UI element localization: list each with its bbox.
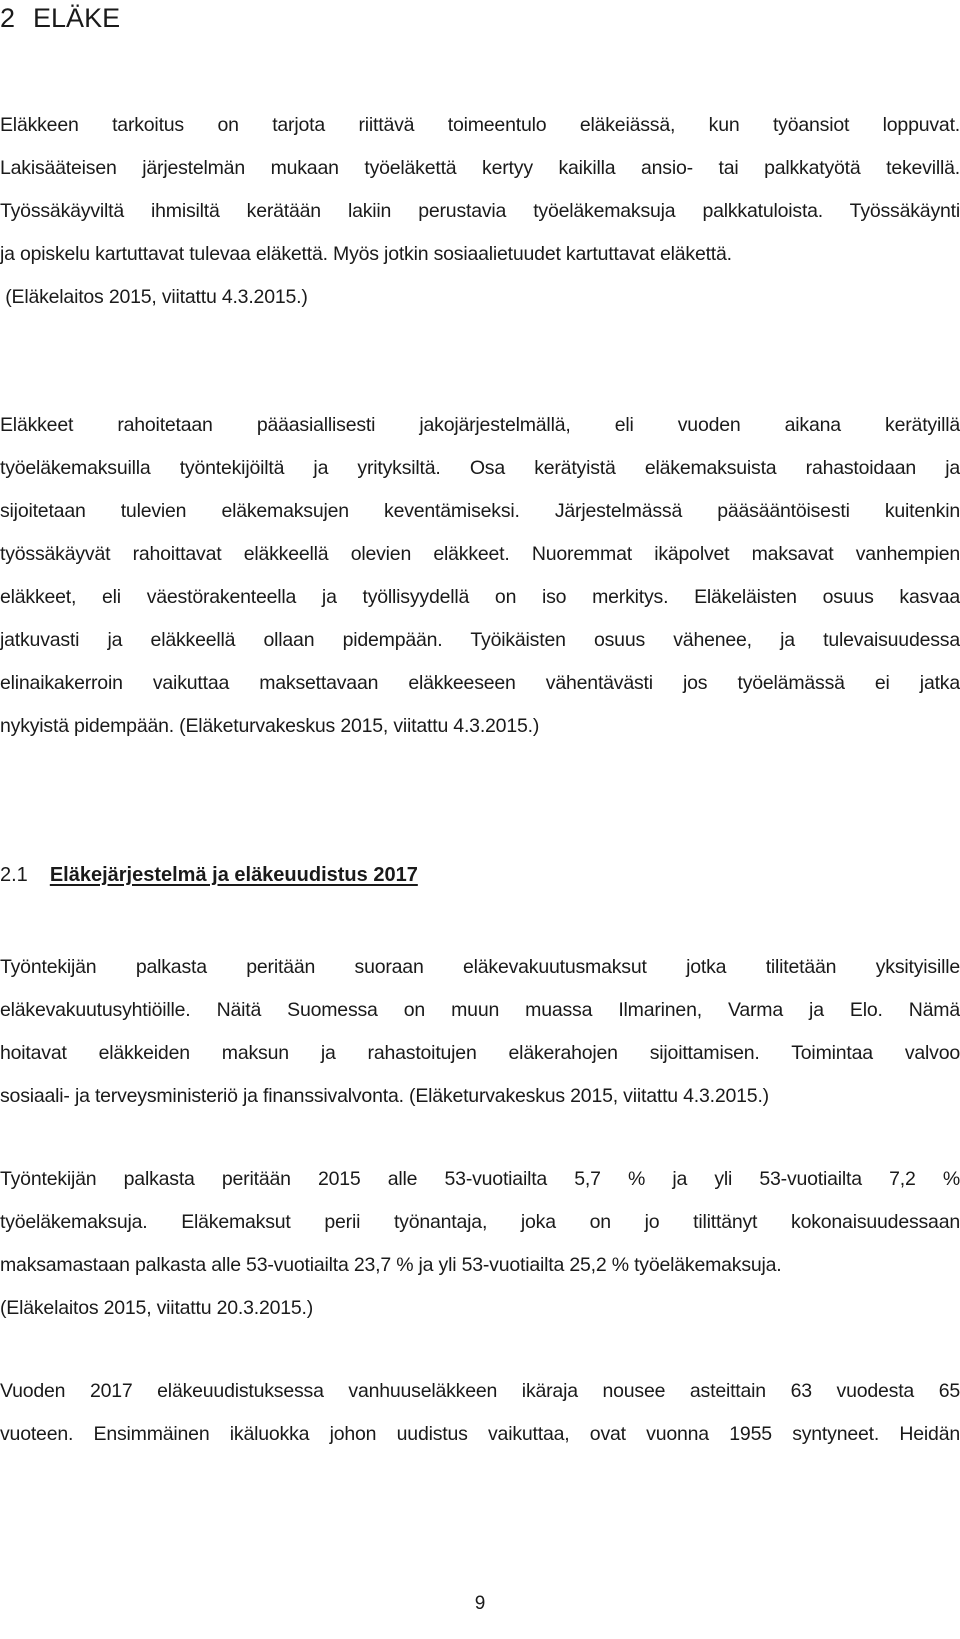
paragraph-line: Eläkkeet rahoitetaan pääasiallisesti jakojärjestelmällä, eli vuoden aikana kerätyillä (0, 414, 960, 436)
paragraph-line: sijoitetaan tulevien eläkemaksujen keventämiseksi. Järjestelmässä pääsääntöisesti kuitenkin (0, 500, 960, 522)
paragraph-line: elinaikakerroin vaikuttaa maksettavaan eläkkeeseen vähentävästi jos työelämässä ei jatka (0, 672, 960, 694)
paragraph-line: Työntekijän palkasta peritään 2015 alle 53-vuotiailta 5,7 % ja yli 53-vuotiailta 7,2 % (0, 1168, 960, 1190)
paragraph-line: maksamastaan palkasta alle 53-vuotiailta 23,7 % ja yli 53-vuotiailta 25,2 % työeläkemaksuja. (0, 1254, 782, 1276)
paragraph-line: vuoteen. Ensimmäinen ikäluokka johon uudistus vaikuttaa, ovat vuonna 1955 syntyneet. Heidän (0, 1423, 960, 1445)
paragraph-line: (Eläkelaitos 2015, viitattu 20.3.2015.) (0, 1297, 314, 1319)
page-number: 9 (474, 1593, 486, 1614)
paragraph-line: eläkkeet, eli väestörakenteella ja työllisyydellä on iso merkitys. Eläkeläisten osuus kasvaa (0, 586, 960, 608)
paragraph-line: Työssäkäyviltä ihmisiltä kerätään lakiin perustavia työeläkemaksuja palkkatuloista. Työssäkäynti (0, 200, 960, 222)
paragraph-line: Vuoden 2017 eläkeuudistuksessa vanhuuseläkkeen ikäraja nousee asteittain 63 vuodesta 65 (0, 1380, 960, 1402)
paragraph-line: työeläkemaksuja. Eläkemaksut perii työnantaja, joka on jo tilittänyt kokonaisuudessaan (0, 1211, 960, 1233)
paragraph-insurance-companies (0, 946, 960, 1118)
paragraph-line: ja opiskelu kartuttavat tulevaa eläkettä. Myös jotkin sosiaalietuudet kartuttavat eläkettä. (0, 243, 732, 265)
paragraph-line: Työntekijän palkasta peritään suoraan eläkevakuutusmaksut jotka tilitetään yksityisille (0, 956, 960, 978)
paragraph-pension-funding (0, 404, 960, 748)
chapter-number: 2 (0, 3, 16, 33)
paragraph-line: nykyistä pidempään. (Eläketurvakeskus 2015, viitattu 4.3.2015.) (0, 715, 540, 737)
paragraph-line: sosiaali- ja terveysministeriö ja finanssivalvonta. (Eläketurvakeskus 2015, viitattu 4.3.2015.) (0, 1085, 769, 1107)
chapter-heading (0, 0, 120, 36)
chapter-title: ELÄKE (33, 3, 121, 33)
paragraph-line: Eläkkeen tarkoitus on tarjota riittävä toimeentulo eläkeiässä, kun työansiot loppuvat. (0, 114, 960, 136)
paragraph-line: (Eläkelaitos 2015, viitattu 4.3.2015.) (0, 286, 308, 308)
section-title: Eläkejärjestelmä ja eläkeuudistus 2017 (49, 864, 418, 886)
paragraph-line: jatkuvasti ja eläkkeellä ollaan pidempään. Työikäisten osuus vähenee, ja tulevaisuudessa (0, 629, 960, 651)
section-number: 2.1 (0, 864, 28, 886)
paragraph-line: Lakisääteisen järjestelmän mukaan työeläkettä kertyy kaikilla ansio- tai palkkatyötä tekevillä. (0, 157, 960, 179)
paragraph-reform-2017 (0, 1370, 960, 1456)
paragraph-line: eläkevakuutusyhtiöille. Näitä Suomessa on muun muassa Ilmarinen, Varma ja Elo. Nämä (0, 999, 960, 1021)
paragraph-line: työssäkäyvät rahoittavat eläkkeellä olevien eläkkeet. Nuoremmat ikäpolvet maksavat vanhempien (0, 543, 960, 565)
paragraph-contribution-rates (0, 1158, 960, 1330)
paragraph-line: työeläkemaksuilla työntekijöiltä ja yrityksiltä. Osa kerätyistä eläkemaksuista rahastoidaan ja (0, 457, 960, 479)
section-heading (0, 860, 418, 890)
paragraph-line: hoitavat eläkkeiden maksun ja rahastoitujen eläkerahojen sijoittamisen. Toimintaa valvoo (0, 1042, 960, 1064)
paragraph-pension-purpose (0, 104, 960, 319)
